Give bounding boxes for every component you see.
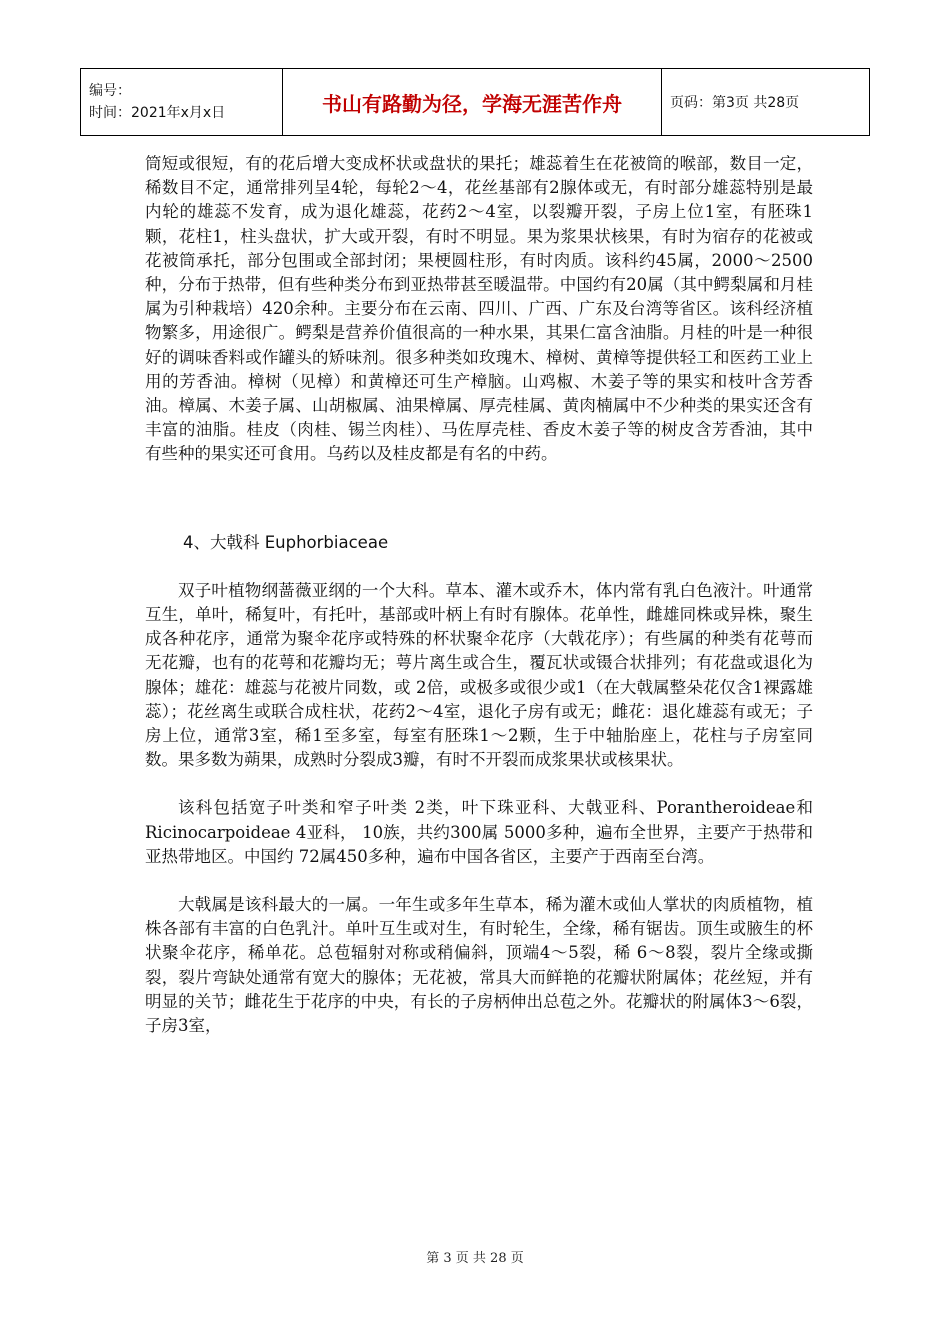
header-page-info: 页码：第3页 共28页 [662,69,870,136]
paragraph-description: 双子叶植物纲蔷薇亚纲的一个大科。草本、灌木或乔木，体内常有乳白色液汁。叶通常互生，单叶，稀复叶，有托叶，基部或叶柄上有时有腺体。花单性，雌雄同株或异株，聚生成各种花序，通常为聚伞花序或特殊的杯状聚伞花序（大戟花序）；有些属的种类有花萼而无花瓣，也有的花萼和花瓣均无；萼片离生或合生，覆瓦状或镊合状排列；有花盘或退化为腺体；雄花：雄蕊与花被片同数，或 2倍，或极多或很少或1（在大戟属整朵花仅含1裸露雄蕊）；花丝离生或联合成柱状，花药2～4室，退化子房有或无；雌花：退化雄蕊有或无；子房上位，通常3室，稀1至多室，每室有胚珠1～2颗，生于中轴胎座上，花柱与子房室同数。果多数为蒴果，成熟时分裂成3瓣，有时不开裂而成浆果状或核果状。 [145,580,813,770]
header-motto: 书山有路勤为径，学海无涯苦作舟 [283,69,662,136]
paragraph-classification: 该科包括宽子叶类和窄子叶类 2类，叶下珠亚科、大戟亚科、Porantheroideae和Ricinocarpoideae 4亚科， 10族，共约300属 5000多种，遍布全世界，主要产于热带和亚热带地区。中国约 72属450多种，遍布中国各省区，主要产于西南至台湾。 [145,798,813,866]
header-meta-cell [81,69,283,136]
section-heading: 4、大戟科 Euphorbiaceae [183,532,389,552]
time-label: 时间：2021年x月x日 [89,105,226,121]
paragraph-continued: 筒短或很短，有的花后增大变成杯状或盘状的果托；雄蕊着生在花被筒的喉部，数目一定，稀数目不定，通常排列呈4轮，每轮2～4，花丝基部有2腺体或无，有时部分雄蕊特别是最内轮的雄蕊不发育，成为退化雄蕊，花药2～4室，以裂瓣开裂，子房上位1室，有胚珠1颗，花柱1，柱头盘状，扩大或开裂，有时不明显。果为浆果状核果，有时为宿存的花被或花被筒承托，部分包围或全部封闭；果梗圆柱形，有时肉质。该科约45属，2000～2500种，分布于热带，但有些种类分布到亚热带甚至暖温带。中国约有20属（其中鳄梨属和月桂属为引种栽培）420余种。主要分布在云南、四川、广西、广东及台湾等省区。该科经济植物繁多，用途很广。鳄梨是营养价值很高的一种水果，其果仁富含油脂。月桂的叶是一种很好的调味香料或作罐头的矫味剂。很多种类如玫瑰木、樟树、黄樟等提供轻工和医药工业上用的芳香油。樟树（见樟）和黄樟还可生产樟脑。山鸡椒、木姜子等的果实和枝叶含芳香油。樟属、木姜子属、山胡椒属、油果樟属、厚壳桂属、黄肉楠属中不少种类的果实还含有丰富的油脂。桂皮（肉桂、锡兰肉桂）、马佐厚壳桂、香皮木姜子等的树皮含芳香油，其中有些种的果实还可食用。乌药以及桂皮都是有名的中药。 [145,154,813,464]
document-body [145,152,813,1038]
page-footer: 第 3 页 共 28 页 [426,1251,524,1266]
paragraph-euphorbia: 大戟属是该科最大的一属。一年生或多年生草本，稀为灌木或仙人掌状的肉质植物，植株各部有丰富的白色乳汁。单叶互生或对生，有时轮生，全缘，稀有锯齿。顶生或腋生的杯状聚伞花序，稀单花。总苞辐射对称或稍偏斜，顶端4～5裂，稀 6～8裂，裂片全缘或撕裂，裂片弯缺处通常有宽大的腺体；无花被，常具大而鲜艳的花瓣状附属体；花丝短，并有明显的关节；雌花生于花序的中央，有长的子房柄伸出总苞之外。花瓣状的附属体3～6裂，子房3室， [145,895,813,1036]
code-label: 编号： [89,83,131,99]
header-table [80,68,870,136]
